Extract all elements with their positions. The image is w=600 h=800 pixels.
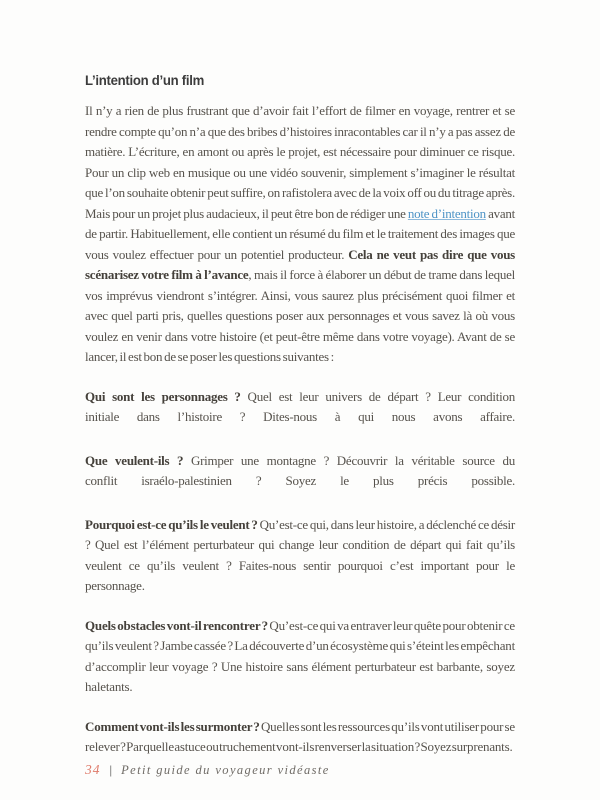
bold-text-segment: Comment vont-ils les surmonter ? xyxy=(85,718,260,734)
page-number: 34 xyxy=(85,762,101,777)
paragraph xyxy=(85,451,515,492)
book-title: Petit guide du voyageur vidéaste xyxy=(121,763,330,777)
intention-note-link[interactable]: note d’intention xyxy=(407,205,486,221)
body-paragraphs xyxy=(85,101,515,758)
page-footer xyxy=(85,762,330,778)
text-segment: , mais il force à élaborer un début de trame dans lequel vos imprévus viendront s’intégrer. Ainsi, vous saurez plus précisément quoi filmer et avec quel parti pris, quelles questions poser aux personnages et vous savez là où vous voulez en venir dans votre histoire (et peut-être même dans votre voyage). Avant de se lancer, il est bon de se poser les questions suivantes : xyxy=(85,267,515,364)
bold-text-segment: Que veulent-ils ? xyxy=(85,452,184,468)
section-heading: L’intention d’un film xyxy=(85,72,205,88)
paragraph xyxy=(85,101,515,368)
bold-text-segment: Qui sont les personnages ? xyxy=(85,388,241,404)
paragraph xyxy=(85,387,515,428)
text-segment: Quelles sont les ressources qu’ils vont utiliser pour se relever ? Par quelle astuce ou truchement vont-ils renverser la situation ? Soyez surprenants. xyxy=(85,718,515,754)
text-segment: avant de partir. Habituellement, elle contient un résumé du film et le traitement des images que vous voulez effectuer pour un potentiel producteur. xyxy=(85,205,516,262)
text-segment: Qu’est-ce qui va entraver leur quête pour obtenir ce qu’ils veulent ? Jambe cassée ? La découverte d’un écosystème qui s’éteint les empêchant d’accomplir leur voyage ? Une histoire sans élément perturbateur est barbante, soyez haletants. xyxy=(85,617,515,694)
bold-text-segment: Cela ne veut pas dire que vous scénarisez votre film à l’avance xyxy=(85,246,515,282)
text-segment: Grimper une montagne ? Découvrir la véritable source du conflit israélo-palestinien ? Soyez le plus précis possible. xyxy=(85,452,515,488)
bold-text-segment: Pourquoi est-ce qu’ils le veulent ? xyxy=(85,516,258,532)
paragraph xyxy=(85,717,515,758)
text-segment: Quel est leur univers de départ ? Leur condition initiale dans l’histoire ? Dites-nous à qui nous avons affaire. xyxy=(85,388,515,424)
paragraph xyxy=(85,616,515,698)
footer-separator: | xyxy=(109,762,113,777)
text-segment: Qu’est-ce qui, dans leur histoire, a déclenché ce désir ? Quel est l’élément perturbateur qui change leur condition de départ qui fait qu’ils veulent ce qu’ils veulent ? Faites-nous sentir pourquoi c’est important pour le personnage. xyxy=(85,516,515,593)
paragraph xyxy=(85,515,515,597)
text-segment: Il n’y a rien de plus frustrant que d’avoir fait l’effort de filmer en voyage, rentrer et se rendre compte qu’on n’a que des bribes d’histoires inracontables car il n’y a pas assez de matière. L’écriture, en amont ou après le projet, est nécessaire pour diminuer ce risque. Pour un clip web en musique ou une vidéo souvenir, simplement s’imaginer le résultat que l’on souhaite obtenir peut suffire, on rafistolera avec de la voix off ou du titrage après. Mais pour un projet plus audacieux, il peut être bon de rédiger une xyxy=(85,103,515,221)
bold-text-segment: Quels obstacles vont-il rencontrer ? xyxy=(85,617,268,633)
